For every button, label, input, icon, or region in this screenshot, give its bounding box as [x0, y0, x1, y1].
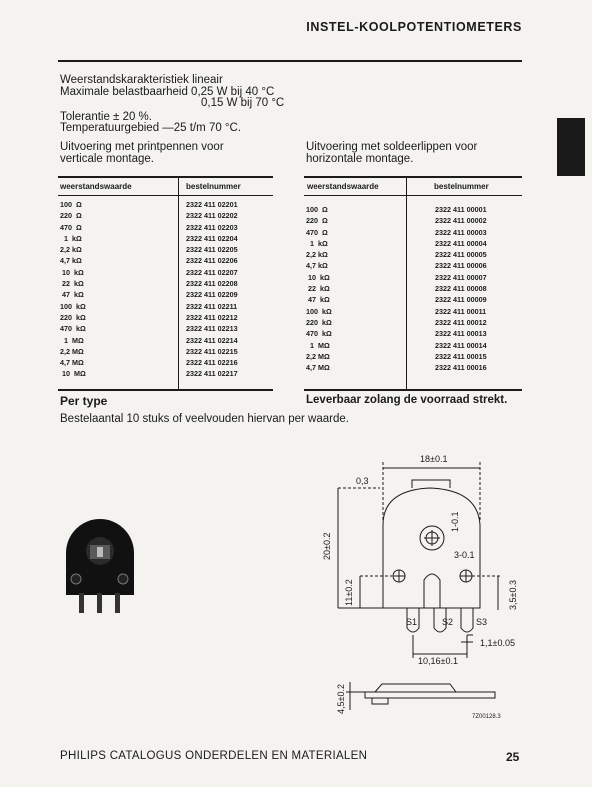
table-row-value: 4,7 kΩ [306, 261, 328, 271]
terminal-s1-label: S1 [406, 617, 418, 627]
table-row-value: 470 kΩ [60, 324, 86, 334]
table-row-code: 2322 411 02208 [186, 279, 238, 289]
table-row-value: 4,7 MΩ [60, 358, 84, 368]
left-table-title [60, 141, 224, 165]
right-col-resistance: weerstandswaarde [307, 182, 379, 191]
drawing-code: 7Z00128.3 [472, 714, 501, 720]
order-quantity-note: Bestelaantal 10 stuks of veelvouden hiervan per waarde. [60, 413, 349, 425]
table-row-value: 220 kΩ [306, 317, 332, 327]
dim-offset-label: 0,3 [356, 476, 369, 486]
table-row-code: 2322 411 00007 [435, 272, 487, 282]
table-row-value: 1 kΩ [306, 238, 328, 248]
table-row-code: 2322 411 00014 [435, 340, 487, 350]
dim-11-label: 11±0.2 [344, 579, 354, 606]
table-row-code: 2322 411 00006 [435, 261, 487, 271]
table-row-code: 2322 411 00011 [435, 306, 487, 316]
spec-temperature: Temperatuurgebied —25 t/m 70 °C. [60, 122, 242, 134]
availability-note: Leverbaar zolang de voorraad strekt. [306, 394, 508, 406]
spec-characteristic: Weerstandskarakteristiek lineair [60, 74, 223, 86]
dimension-drawing [320, 450, 540, 725]
table-row-value: 470 kΩ [306, 329, 332, 339]
right-table-divider [406, 176, 407, 391]
table-row-code: 2322 411 00009 [435, 295, 487, 305]
table-row-value: 4,7 MΩ [306, 363, 330, 373]
spec-tolerance: Tolerantie ± 20 %. [60, 111, 152, 123]
table-row-code: 2322 411 02217 [186, 369, 238, 379]
right-table-title-line2: horizontale montage. [306, 153, 414, 165]
dim-1-label: 1-0.1 [450, 511, 460, 532]
table-row-code: 2322 411 02204 [186, 233, 238, 243]
spec-max-load-70: 0,15 W bij 70 °C [201, 97, 285, 109]
right-table-codes [435, 204, 487, 373]
table-row-code: 2322 411 02216 [186, 358, 238, 368]
right-col-order: bestelnummer [434, 182, 489, 191]
right-table-values [306, 204, 332, 373]
dim-35-label: 3,5±0.3 [508, 580, 518, 610]
table-row-code: 2322 411 02205 [186, 245, 238, 255]
table-row-code: 2322 411 00013 [435, 329, 487, 339]
right-table-title [306, 141, 477, 165]
table-row-code: 2322 411 00008 [435, 284, 487, 294]
page-number: 25 [506, 750, 520, 764]
table-row-value: 47 kΩ [60, 290, 84, 300]
left-table-values [60, 199, 86, 380]
table-row-value: 4,7 kΩ [60, 256, 82, 266]
terminal-s3-label: S3 [476, 617, 488, 627]
table-row-code: 2322 411 02209 [186, 290, 238, 300]
table-row-value: 470 Ω [306, 227, 328, 237]
page-title: INSTEL-KOOLPOTENTIOMETERS [306, 20, 522, 34]
table-row-value: 2,2 kΩ [60, 245, 82, 255]
table-row-code: 2322 411 00012 [435, 317, 487, 327]
table-row-value: 220 Ω [60, 211, 82, 221]
table-row-code: 2322 411 02201 [186, 200, 238, 209]
table-row-value: 100 Ω [60, 200, 82, 209]
table-row-value: 1 MΩ [306, 340, 330, 350]
right-table-bottom-rule [304, 389, 522, 391]
per-type-note: Per type [60, 394, 108, 408]
table-row-code: 2322 411 02214 [186, 335, 238, 345]
table-row-code: 2322 411 00015 [435, 351, 487, 361]
table-row-value: 100 Ω [306, 205, 328, 214]
table-row-code: 2322 411 02212 [186, 312, 238, 322]
table-row-value: 10 kΩ [60, 267, 84, 277]
table-row-value: 100 kΩ [60, 301, 86, 311]
table-row-value: 2,2 kΩ [306, 250, 328, 260]
spec-max-load: Maximale belastbaarheid 0,25 W bij 40 °C [60, 86, 275, 98]
terminal-s2-label: S2 [442, 617, 454, 627]
table-row-code: 2322 411 02215 [186, 346, 238, 356]
header-rule [58, 60, 522, 62]
table-row-code: 2322 411 02211 [186, 301, 238, 311]
dim-1016-label: 10,16±0.1 [418, 656, 458, 666]
left-table-divider [178, 176, 179, 391]
table-row-code: 2322 411 02202 [186, 211, 238, 221]
table-row-value: 220 Ω [306, 216, 328, 226]
table-row-value: 100 kΩ [306, 306, 332, 316]
table-row-value: 470 Ω [60, 222, 82, 232]
right-table-title-line1: Uitvoering met soldeerlippen voor [306, 141, 478, 153]
left-table-header [58, 176, 273, 196]
table-row-value: 22 kΩ [306, 284, 330, 294]
left-col-order: bestelnummer [186, 182, 241, 191]
left-col-resistance: weerstandswaarde [60, 182, 132, 191]
potentiometer-photo [50, 515, 150, 615]
table-row-code: 2322 411 02207 [186, 267, 238, 277]
table-row-code: 2322 411 00003 [435, 227, 487, 237]
dim-45-label: 4,5±0.2 [336, 684, 346, 714]
left-table-title-line2: verticale montage. [60, 153, 154, 165]
thumb-index-tab [557, 118, 585, 176]
table-row-code: 2322 411 02206 [186, 256, 238, 266]
table-row-value: 1 MΩ [60, 335, 84, 345]
table-row-value: 10 MΩ [60, 369, 86, 379]
table-row-value: 47 kΩ [306, 295, 330, 305]
table-row-code: 2322 411 02213 [186, 324, 238, 334]
table-row-value: 1 kΩ [60, 233, 82, 243]
table-row-value: 2,2 MΩ [306, 351, 330, 361]
dim-3-label: 3-0.1 [454, 550, 475, 560]
left-table-codes [186, 199, 238, 380]
left-table-title-line1: Uitvoering met printpennen voor [60, 141, 224, 153]
table-row-code: 2322 411 00002 [435, 216, 487, 226]
table-row-value: 10 kΩ [306, 272, 330, 282]
left-table-bottom-rule [58, 389, 273, 391]
table-row-code: 2322 411 00005 [435, 250, 487, 260]
table-row-code: 2322 411 00016 [435, 363, 487, 373]
dim-height-label: 20±0.2 [322, 532, 332, 560]
table-row-value: 22 kΩ [60, 279, 84, 289]
table-row-value: 2,2 MΩ [60, 346, 84, 356]
table-row-code: 2322 411 00001 [435, 205, 487, 214]
dim-11b-label: 1,1±0.05 [480, 638, 515, 648]
table-row-code: 2322 411 02203 [186, 222, 238, 232]
table-row-value: 220 kΩ [60, 312, 86, 322]
footer-catalog: PHILIPS CATALOGUS ONDERDELEN EN MATERIALEN [60, 750, 368, 762]
dim-width-label: 18±0.1 [420, 454, 448, 464]
right-table-header [304, 176, 522, 196]
table-row-code: 2322 411 00004 [435, 238, 487, 248]
